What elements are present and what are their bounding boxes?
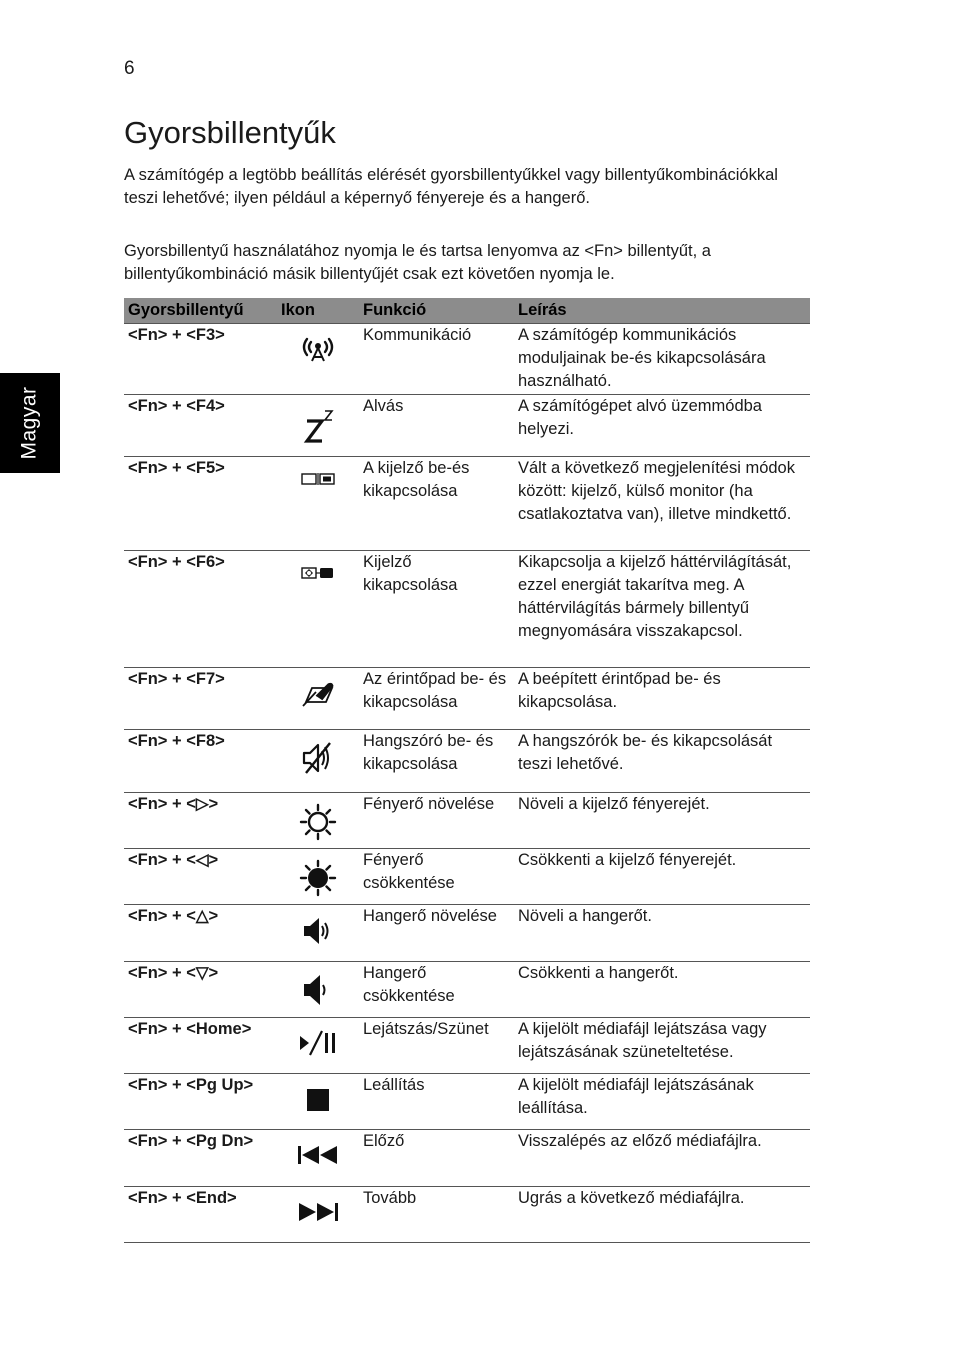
description-cell: A számítógép kommunikációs moduljainak be-és kikapcsolására használható. — [514, 323, 810, 394]
usage-paragraph: Gyorsbillentyű használatához nyomja le és tartsa lenyomva az <Fn> billentyűt, a billentyűkombináció másik billentyűjét csak ezt követően nyomja le. — [124, 242, 711, 283]
hotkey-table — [124, 298, 810, 1243]
icon-cell — [277, 848, 359, 904]
description-cell: Növeli a kijelző fényerejét. — [514, 792, 810, 848]
icon-cell — [277, 667, 359, 729]
function-cell: Kijelző kikapcsolása — [359, 550, 514, 667]
speaker-toggle-icon — [298, 740, 338, 776]
description-cell: Csökkenti a kijelző fényerejét. — [514, 848, 810, 904]
icon-cell — [277, 792, 359, 848]
icon-cell — [277, 456, 359, 550]
language-side-tab — [0, 373, 60, 473]
description-cell: Növeli a hangerőt. — [514, 904, 810, 961]
volume-up-icon — [298, 915, 338, 947]
stop-icon — [298, 1084, 338, 1114]
hotkey-cell: <Fn> + <◁> — [124, 848, 277, 904]
function-cell: Alvás — [359, 394, 514, 456]
hotkey-cell: <Fn> + <F4> — [124, 394, 277, 456]
table-row — [124, 1129, 810, 1186]
table-row — [124, 792, 810, 848]
play-pause-icon — [296, 1028, 340, 1058]
function-cell: Tovább — [359, 1186, 514, 1242]
icon-cell — [277, 1017, 359, 1073]
hotkey-cell: <Fn> + <Pg Up> — [124, 1073, 277, 1129]
function-cell: Fényerő növelése — [359, 792, 514, 848]
description-cell: Vált a következő megjelenítési módok között: kijelző, külső monitor (ha csatlakoztatva van), illetve mindkettő. — [514, 456, 810, 550]
description-cell: A beépített érintőpad be- és kikapcsolása. — [514, 667, 810, 729]
icon-cell — [277, 323, 359, 394]
description-cell: Ugrás a következő médiafájlra. — [514, 1186, 810, 1242]
wireless-communication-icon — [298, 334, 338, 368]
hotkey-cell: <Fn> + <F6> — [124, 550, 277, 667]
function-cell: Hangerő csökkentése — [359, 961, 514, 1017]
function-cell: Kommunikáció — [359, 323, 514, 394]
hotkey-cell: <Fn> + <△> — [124, 904, 277, 961]
function-cell: Fényerő csökkentése — [359, 848, 514, 904]
intro-paragraph: A számítógép a legtöbb beállítás elérését gyorsbillentyűkkel vagy billentyűkombinációkkal teszi lehetővé; ilyen például a képernyő fényereje és a hangerő. — [124, 166, 778, 207]
description-cell: A kijelölt médiafájl lejátszása vagy lejátszásának szüneteltetése. — [514, 1017, 810, 1073]
touchpad-toggle-icon — [298, 678, 338, 708]
hotkey-cell: <Fn> + <▽> — [124, 961, 277, 1017]
table-row — [124, 848, 810, 904]
function-cell: A kijelző be-és kikapcsolása — [359, 456, 514, 550]
language-side-tab-label: Magyar — [18, 386, 41, 460]
icon-cell — [277, 904, 359, 961]
function-cell: Leállítás — [359, 1073, 514, 1129]
hotkey-cell: <Fn> + <Pg Dn> — [124, 1129, 277, 1186]
header-function: Funkció — [359, 298, 514, 323]
table-row — [124, 1073, 810, 1129]
table-row — [124, 1186, 810, 1242]
hotkey-cell: <Fn> + <F5> — [124, 456, 277, 550]
icon-cell — [277, 1073, 359, 1129]
table-row — [124, 961, 810, 1017]
brightness-up-icon — [298, 803, 338, 841]
description-cell: A kijelölt médiafájl lejátszásának leállítása. — [514, 1073, 810, 1129]
description-cell: Kikapcsolja a kijelző háttérvilágítását, ezzel energiát takarítva meg. A háttérvilágítás bármely billentyű megnyomására visszakapcsol. — [514, 550, 810, 667]
icon-cell — [277, 1129, 359, 1186]
hotkey-cell: <Fn> + <F7> — [124, 667, 277, 729]
table-row — [124, 667, 810, 729]
table-row — [124, 904, 810, 961]
header-hotkey: Gyorsbillentyű — [124, 298, 277, 323]
sleep-icon — [298, 405, 338, 445]
volume-down-icon — [298, 972, 338, 1008]
table-row — [124, 1017, 810, 1073]
table-row — [124, 394, 810, 456]
table-row — [124, 323, 810, 394]
hotkey-cell: <Fn> + <F3> — [124, 323, 277, 394]
display-off-icon — [298, 561, 338, 585]
table-row — [124, 550, 810, 667]
brightness-down-icon — [298, 859, 338, 897]
function-cell: Hangszóró be- és kikapcsolása — [359, 729, 514, 792]
function-cell: Hangerő növelése — [359, 904, 514, 961]
description-cell: A számítógépet alvó üzemmódba helyezi. — [514, 394, 810, 456]
header-description: Leírás — [514, 298, 810, 323]
previous-track-icon — [295, 1140, 341, 1170]
icon-cell — [277, 394, 359, 456]
icon-cell — [277, 550, 359, 667]
hotkey-cell: <Fn> + <Home> — [124, 1017, 277, 1073]
page-title: Gyorsbillentyűk — [124, 115, 336, 150]
icon-cell — [277, 961, 359, 1017]
header-icon: Ikon — [277, 298, 359, 323]
hotkey-cell: <Fn> + <F8> — [124, 729, 277, 792]
icon-cell — [277, 729, 359, 792]
description-cell: Csökkenti a hangerőt. — [514, 961, 810, 1017]
table-row — [124, 456, 810, 550]
hotkey-cell: <Fn> + <▷> — [124, 792, 277, 848]
display-toggle-icon — [298, 467, 338, 491]
function-cell: Az érintőpad be- és kikapcsolása — [359, 667, 514, 729]
function-cell: Lejátszás/Szünet — [359, 1017, 514, 1073]
table-row — [124, 729, 810, 792]
function-cell: Előző — [359, 1129, 514, 1186]
description-cell: A hangszórók be- és kikapcsolását teszi lehetővé. — [514, 729, 810, 792]
description-cell: Visszalépés az előző médiafájlra. — [514, 1129, 810, 1186]
page-number: 6 — [124, 58, 135, 79]
table-header-row — [124, 298, 810, 323]
icon-cell — [277, 1186, 359, 1242]
hotkey-cell: <Fn> + <End> — [124, 1186, 277, 1242]
next-track-icon — [295, 1197, 341, 1227]
